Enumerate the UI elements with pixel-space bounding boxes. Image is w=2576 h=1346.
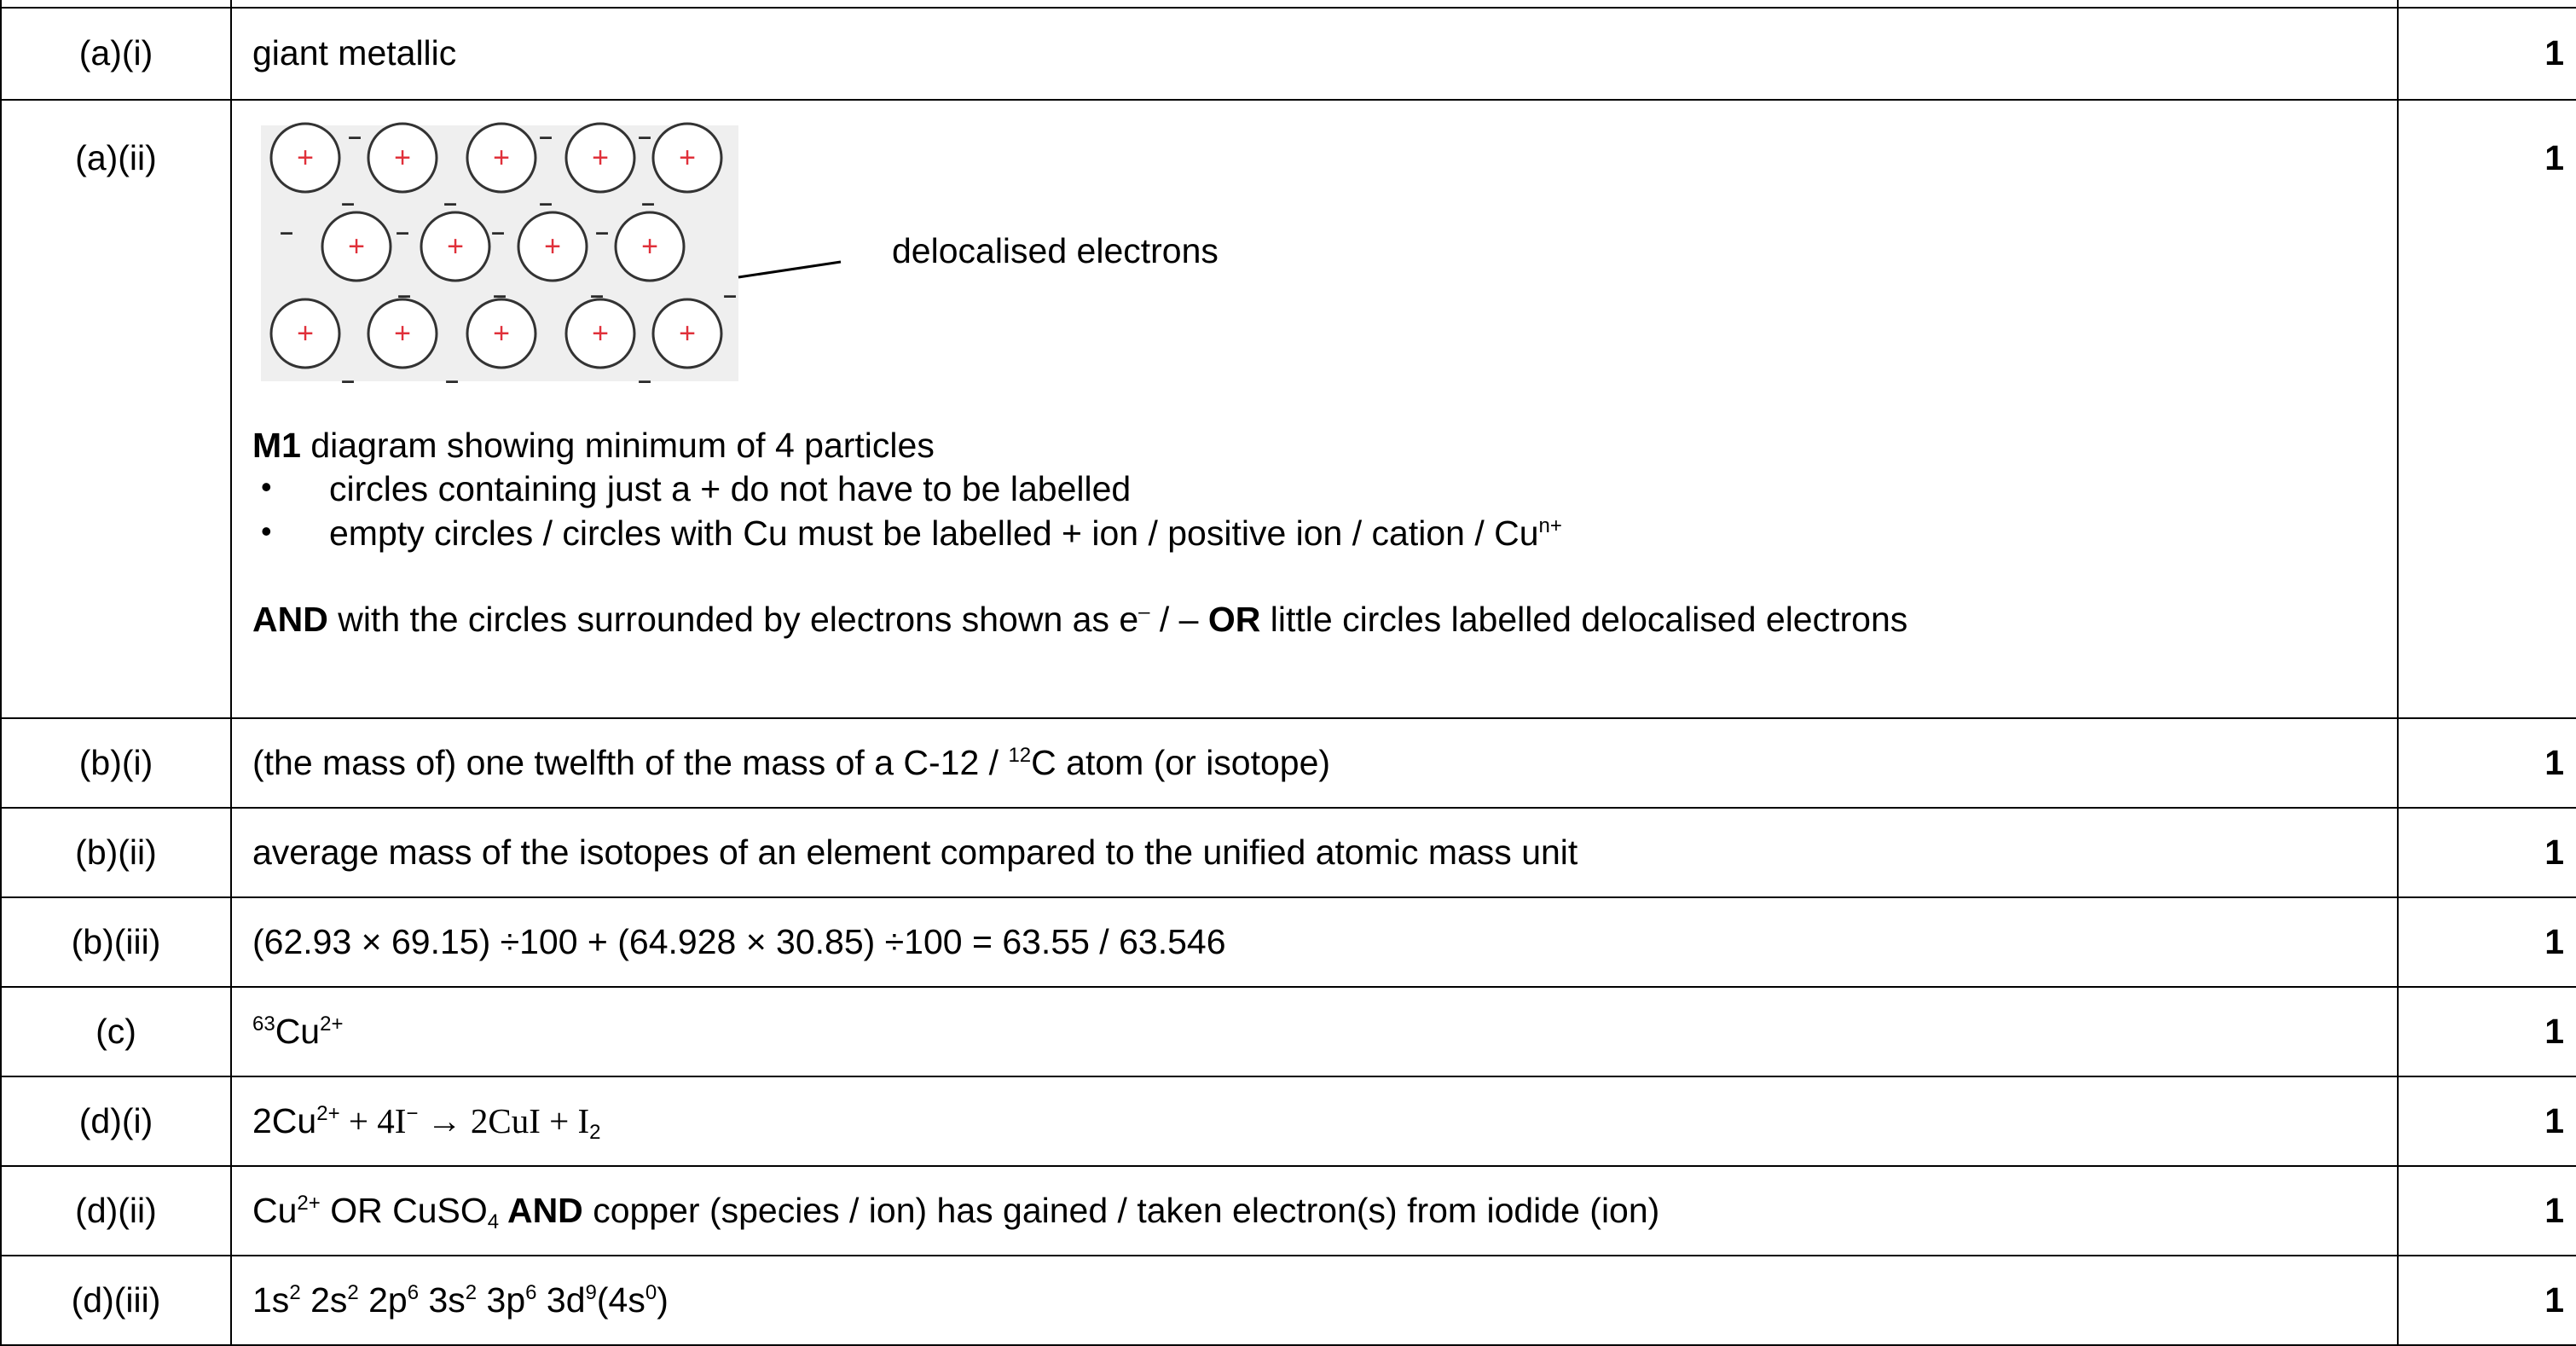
and-statement: AND with the circles surrounded by electrons shown as e– / – OR little circles labelled delocalised electrons xyxy=(252,599,1908,639)
mark-value: 1 xyxy=(2398,8,2576,100)
question-number: (d)(i) xyxy=(1,1076,231,1166)
answer-text: (62.93 × 69.15) ÷100 + (64.928 × 30.85) ÷100 = 63.55 / 63.546 xyxy=(231,897,2398,987)
mark-value: 1 xyxy=(2398,1166,2576,1256)
question-number: (d)(ii) xyxy=(1,1166,231,1256)
m1-text: diagram showing minimum of 4 particles xyxy=(300,426,935,465)
positive-ion-plus: + xyxy=(493,317,510,350)
table-row xyxy=(1,8,2576,100)
electron-mark: – xyxy=(723,281,737,308)
positive-ion-plus: + xyxy=(679,317,696,350)
table-row xyxy=(1,1256,2576,1345)
bullet-item: • empty circles / circles with Cu must be labelled + ion / positive ion / cation / $Cu^{n+}$ xyxy=(252,512,2396,555)
mark-value: 1 xyxy=(2398,1256,2576,1345)
electron-mark: – xyxy=(638,367,651,393)
electron-mark: – xyxy=(397,281,411,308)
mark-value: 1 xyxy=(2398,987,2576,1076)
electron-mark: – xyxy=(641,189,655,216)
metallic-bonding-diagram xyxy=(252,117,2396,424)
positive-ion-plus: + xyxy=(394,317,411,350)
question-number: (c) xyxy=(1,987,231,1076)
mark-value: 1 xyxy=(2398,808,2576,897)
positive-ion-plus: + xyxy=(394,142,411,174)
mark-value: 1 xyxy=(2398,897,2576,987)
answer-text: average mass of the isotopes of an element compared to the unified atomic mass unit xyxy=(231,808,2398,897)
positive-ion-plus: + xyxy=(592,317,609,350)
answer-text: giant metallic xyxy=(231,8,2398,100)
diagram-label: delocalised electrons xyxy=(892,231,1219,270)
marking-notes xyxy=(252,424,2396,664)
answer-text: $^{63}Cu^{2+}$ xyxy=(231,987,2398,1076)
answer-text: $Cu^{2+}$ OR CuSO$_4$ AND copper (species / ion) has gained / taken electron(s) from iodide (ion) xyxy=(231,1166,2398,1256)
question-number: (a)(i) xyxy=(1,8,231,100)
positive-ion-plus: + xyxy=(544,230,561,263)
positive-ion-plus: + xyxy=(348,230,365,263)
table-row xyxy=(1,718,2576,808)
electron-mark: – xyxy=(595,218,609,245)
electron-mark: – xyxy=(443,189,457,216)
electron-mark: – xyxy=(348,123,362,149)
table-row xyxy=(1,1166,2576,1256)
table-row xyxy=(1,100,2576,718)
bullet-list xyxy=(252,467,2396,555)
table-row xyxy=(1,1076,2576,1166)
positive-ion-plus: + xyxy=(641,230,658,263)
question-number: (b)(i) xyxy=(1,718,231,808)
bullet-item: • circles containing just a + do not have to be labelled xyxy=(252,467,2396,511)
electron-mark: – xyxy=(341,367,355,393)
table-row xyxy=(1,897,2576,987)
electron-mark: – xyxy=(491,218,505,245)
positive-ion-plus: + xyxy=(297,317,314,350)
m1-label: M1 xyxy=(252,426,301,465)
answer-text: $2Cu^{2+} + 4I^- \to 2CuI + I_2$ xyxy=(231,1076,2398,1166)
electron-mark: – xyxy=(539,123,553,149)
positive-ion-plus: + xyxy=(493,142,510,174)
electron-mark: – xyxy=(638,123,651,149)
electron-mark: – xyxy=(341,189,355,216)
positive-ion-plus: + xyxy=(679,142,696,174)
question-number: (b)(iii) xyxy=(1,897,231,987)
positive-ion-plus: + xyxy=(592,142,609,174)
positive-ion-plus: + xyxy=(447,230,464,263)
mark-value: 1 xyxy=(2398,1076,2576,1166)
label-pointer-line xyxy=(738,262,841,277)
electron-mark: – xyxy=(539,189,553,216)
answer-text: (the mass of) one twelfth of the mass of a C-12 / $^{12}$C atom (or isotope) xyxy=(231,718,2398,808)
electron-mark: – xyxy=(590,281,604,308)
electron-mark: – xyxy=(280,218,293,245)
table-row xyxy=(1,987,2576,1076)
positive-ion-plus: + xyxy=(297,142,314,174)
mark-value: 1 xyxy=(2398,100,2576,718)
lattice-svg xyxy=(252,117,883,424)
question-number: (a)(ii) xyxy=(1,100,231,718)
table-top-edge xyxy=(1,0,2576,8)
electron-mark: – xyxy=(396,218,409,245)
table-row xyxy=(1,808,2576,897)
question-number: (b)(ii) xyxy=(1,808,231,897)
answer-cell xyxy=(231,100,2398,718)
mark-value: 1 xyxy=(2398,718,2576,808)
electron-mark: – xyxy=(445,367,459,393)
question-number: (d)(iii) xyxy=(1,1256,231,1345)
answer-text: $1s^2$ $2s^2$ $2p^6$ $3s^2$ $3p^6$ $3d^9(4s^0)$ xyxy=(231,1256,2398,1345)
electron-mark: – xyxy=(493,281,507,308)
